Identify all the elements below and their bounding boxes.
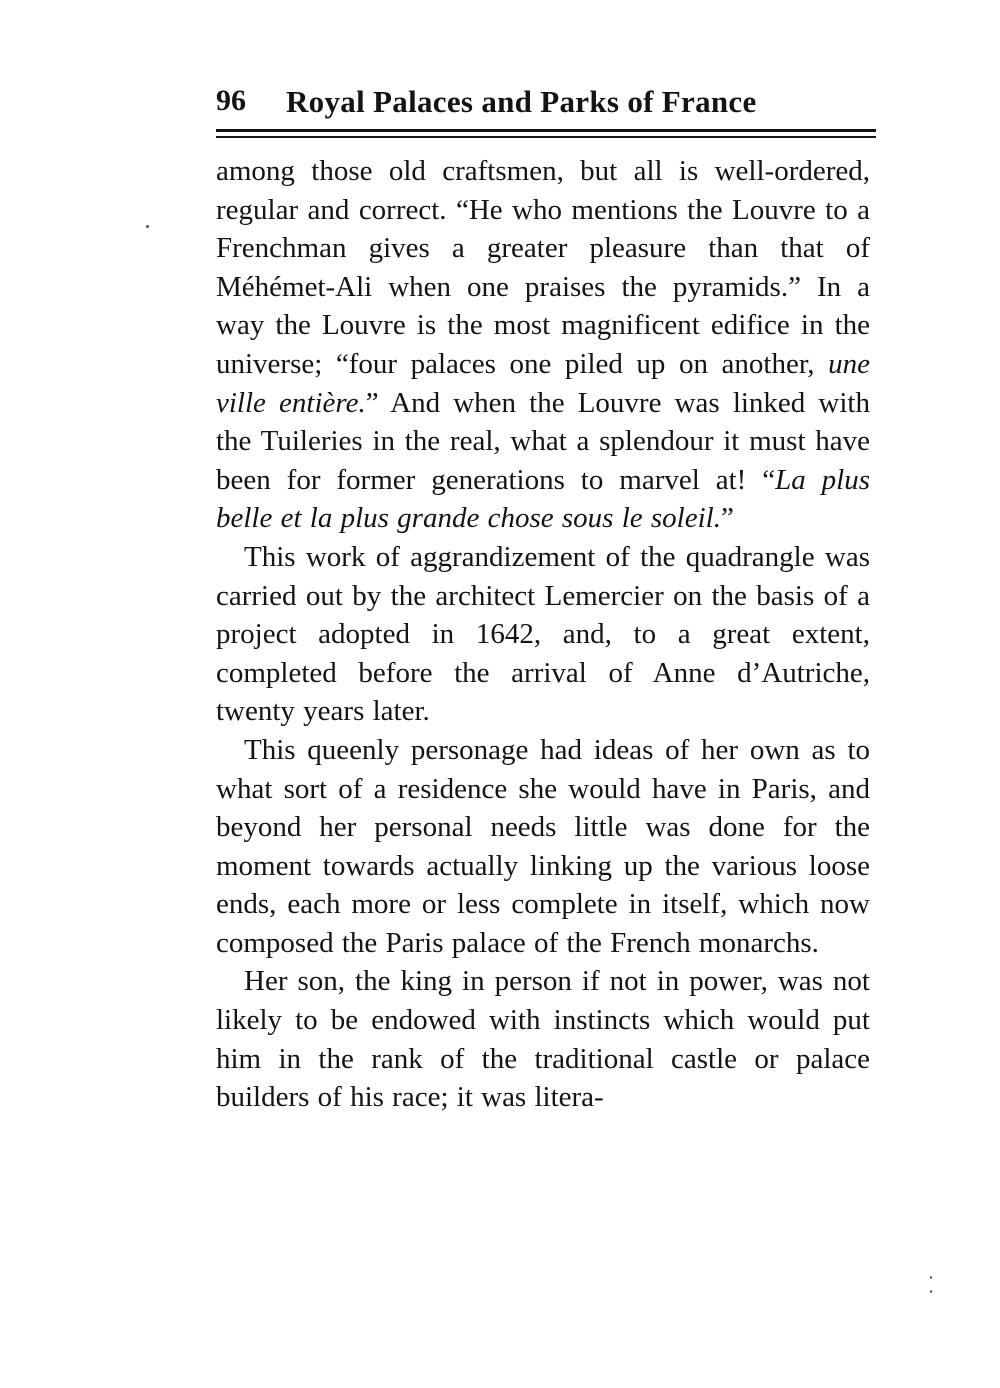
- paragraph-1-text-a: among those old craftsmen, but all is well-ordered, regular and correct. “He who mentions the Louvre to a Frenchman gives a greater pleasure than that of Méhémet-Ali when one praises the pyramids.” In a way the Louvre is the most magnificent edifice in the universe; “four palaces one piled up on another,: [216, 155, 870, 380]
- paragraph-1-text-c: ”: [720, 502, 734, 535]
- scan-speck: [930, 1276, 932, 1279]
- paragraph-1-text-b: ” And when the Louvre was linked with the Tuileries in the real, what a splendour it must have been for former generations to marvel at! “: [216, 386, 870, 496]
- paragraph-3: This queenly personage had ideas of her own as to what sort of a residence she would have in Paris, and beyond her personal needs little was done for the moment towards actually linking up the various loose ends, each more or less complete in itself, which now composed the Paris palace of the French monarchs.: [216, 733, 870, 959]
- header-rule-thin: [216, 136, 876, 138]
- running-title: Royal Palaces and Parks of France: [286, 84, 757, 119]
- paragraph-1: [216, 152, 870, 538]
- paragraph-1-italic-a: une ville entière.: [216, 347, 870, 419]
- body-text: [216, 152, 870, 1117]
- page-number: 96: [216, 84, 246, 117]
- paragraph-2: This work of aggrandizement of the quadrangle was carried out by the architect Lemercier on the basis of a project adopted in 1642, and, to a great extent, completed before the arrival of Anne d’Autriche, twenty years later.: [216, 540, 870, 728]
- scan-speck: [930, 1290, 932, 1293]
- page-header: [216, 84, 876, 128]
- scan-speck: [146, 225, 149, 228]
- paragraph-4: Her son, the king in person if not in power, was not likely to be endowed with instincts which would put him in the rank of the traditional castle or palace builders of his race; it was litera-: [216, 965, 870, 1114]
- paragraph-1-italic-b: La plus belle et la plus grande chose sous le soleil.: [216, 463, 870, 535]
- header-rule-thick: [216, 129, 876, 132]
